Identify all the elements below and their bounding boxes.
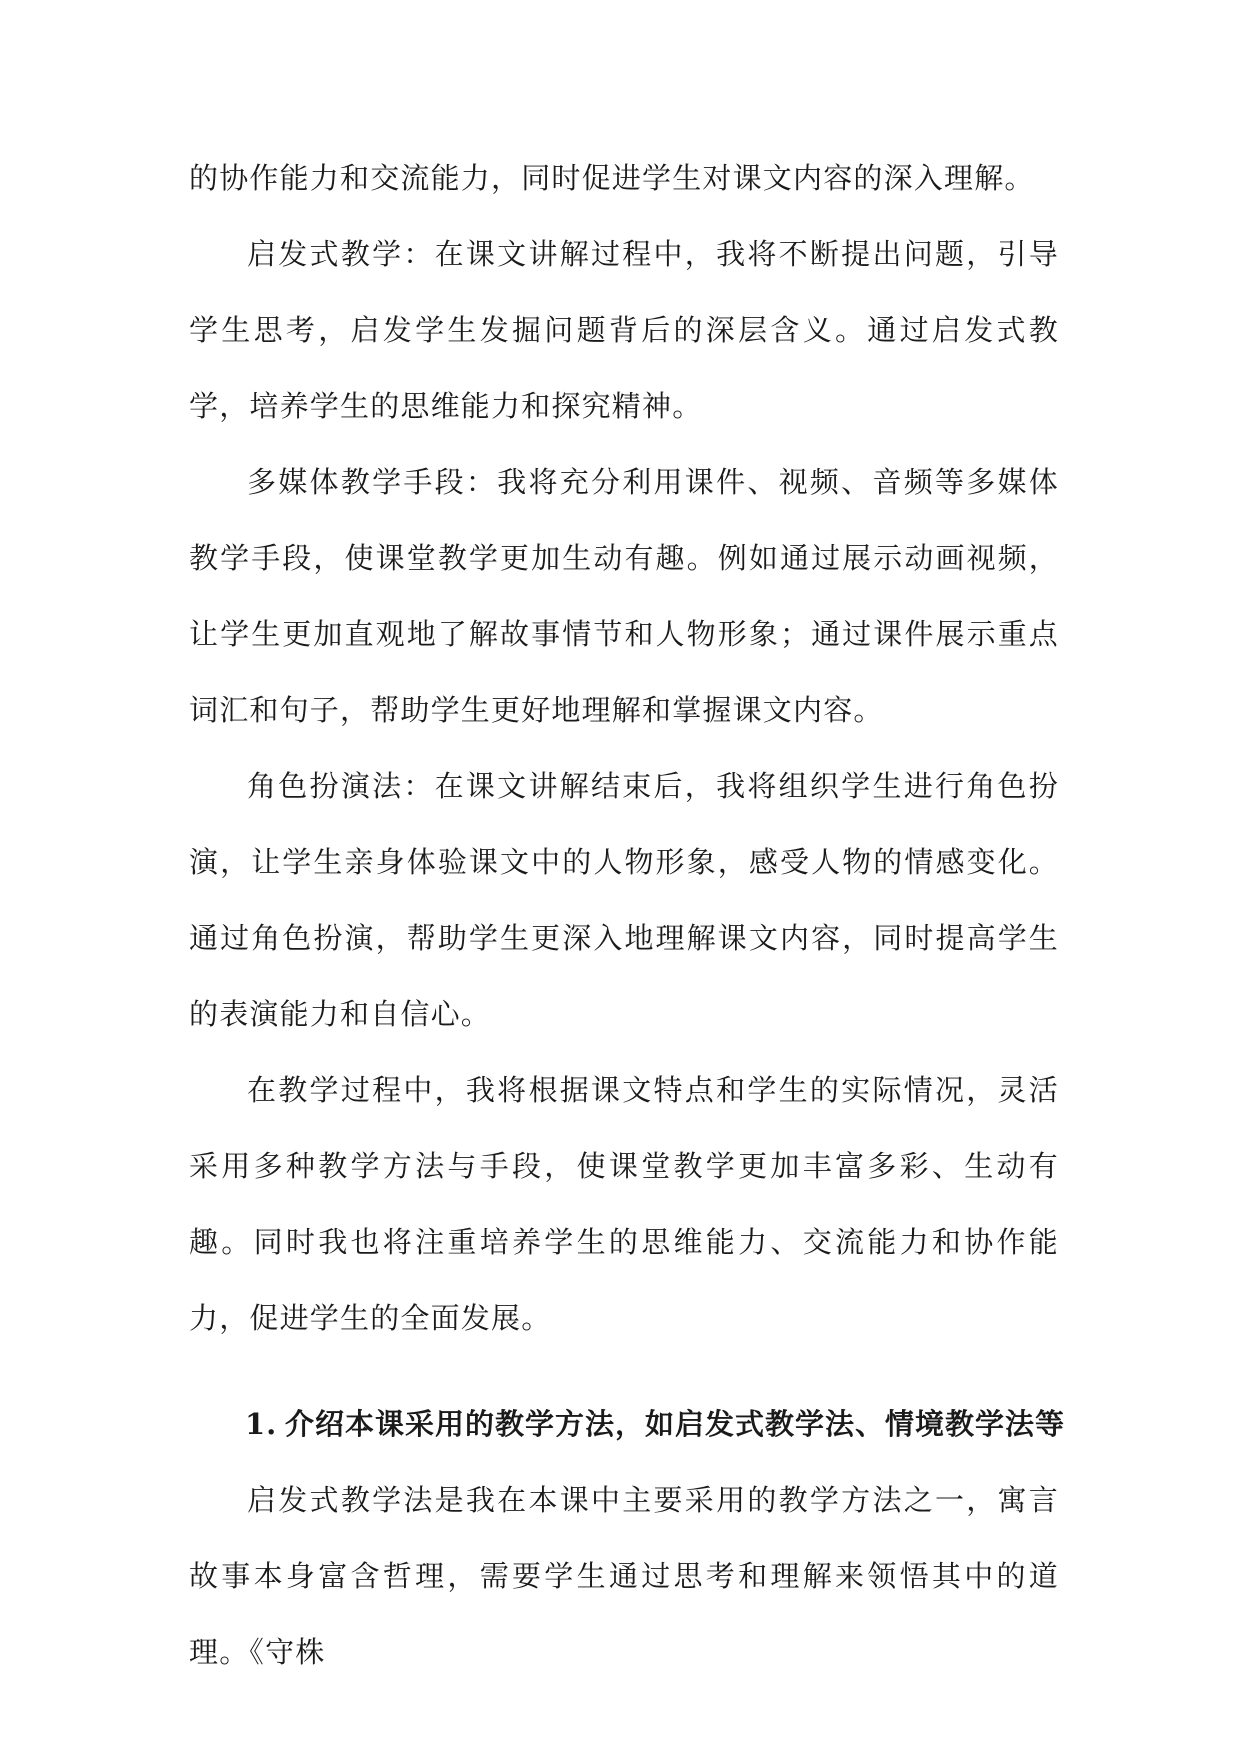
paragraph-role-play: 角色扮演法：在课文讲解结束后，我将组织学生进行角色扮演，让学生亲身体验课文中的人物形象，感受人物的情感变化。通过角色扮演，帮助学生更深入地理解课文内容，同时提高学生的表演能力和自信心。 bbox=[189, 769, 1059, 1031]
section-heading-number: 1. bbox=[245, 1407, 278, 1441]
paragraph-heuristic-teaching: 启发式教学：在课文讲解过程中，我将不断提出问题，引导学生思考，启发学生发掘问题背后的深层含义。通过启发式教学，培养学生的思维能力和探究精神。 bbox=[189, 237, 1059, 423]
section-heading bbox=[189, 1386, 1066, 1462]
section-heading-text: 介绍本课采用的教学方法，如启发式教学法、情境教学法等 bbox=[285, 1407, 1066, 1441]
paragraph-heuristic-method: 启发式教学法是我在本课中主要采用的教学方法之一，寓言故事本身富含哲理，需要学生通过思考和理解来领悟其中的道理。《守株 bbox=[189, 1483, 1059, 1669]
paragraph-multimedia-teaching: 多媒体教学手段：我将充分利用课件、视频、音频等多媒体教学手段，使课堂教学更加生动有趣。例如通过展示动画视频，让学生更加直观地了解故事情节和人物形象；通过课件展示重点词汇和句子，帮助学生更好地理解和掌握课文内容。 bbox=[189, 465, 1059, 727]
document-body bbox=[189, 140, 1066, 1690]
paragraph-continued: 的协作能力和交流能力，同时促进学生对课文内容的深入理解。 bbox=[189, 161, 1035, 195]
paragraph-summary: 在教学过程中，我将根据课文特点和学生的实际情况，灵活采用多种教学方法与手段，使课堂教学更加丰富多彩、生动有趣。同时我也将注重培养学生的思维能力、交流能力和协作能力，促进学生的全面发展。 bbox=[189, 1073, 1059, 1335]
